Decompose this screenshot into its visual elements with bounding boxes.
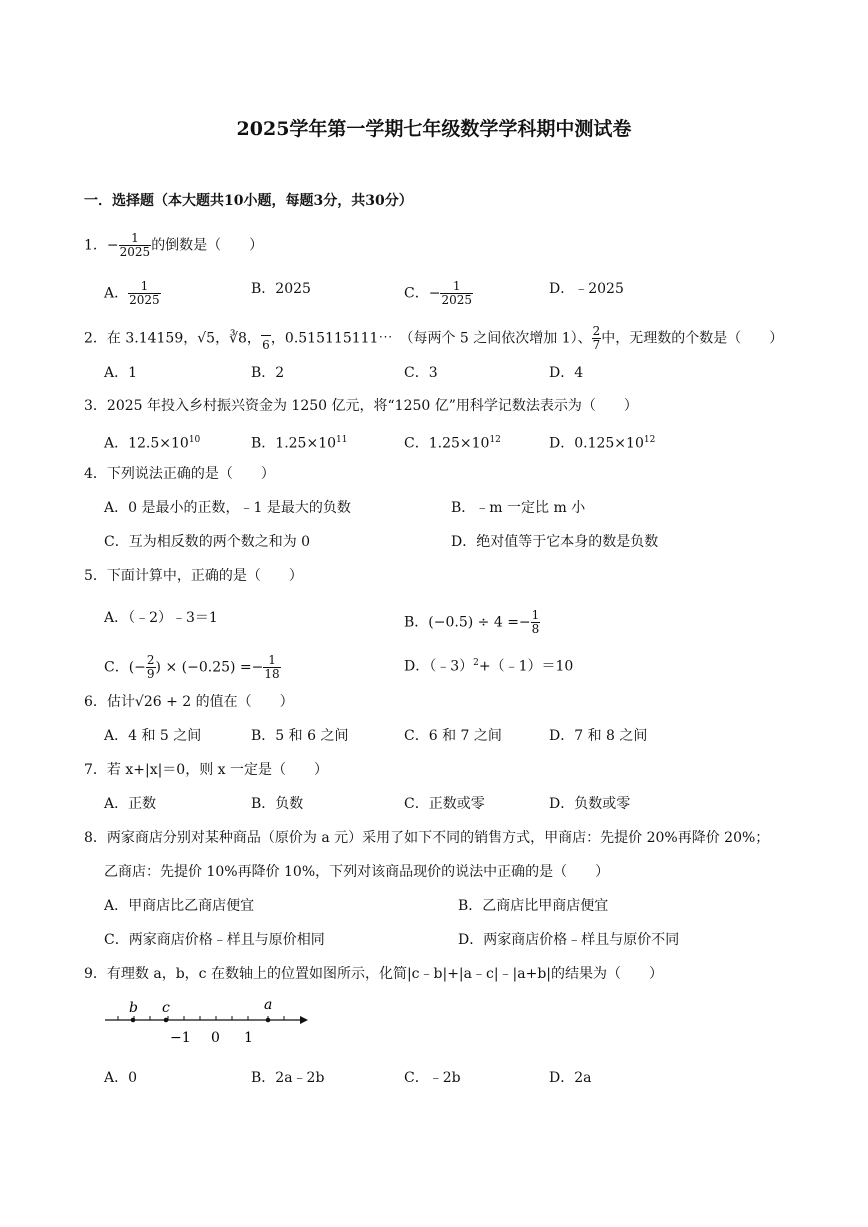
point-c: [164, 1018, 169, 1023]
question-5-stem: 5．下面计算中，正确的是（ ）: [84, 568, 303, 584]
point-a: [266, 1018, 271, 1023]
tick-label-neg1: −1: [170, 1030, 191, 1046]
question-4-option-a[interactable]: A．0 是最小的正数，﹣1 是最大的负数: [104, 500, 351, 516]
fraction: $\frac{2}{7}$: [592, 324, 601, 352]
question-8-option-a[interactable]: A．甲商店比乙商店便宜: [104, 898, 255, 914]
question-3-option-a[interactable]: A．$12.5\times 10^{10}$: [104, 435, 201, 452]
tick-label-1: 1: [244, 1030, 253, 1046]
question-8-stem-line1: 8．两家商店分别对某种商品（原价为 a 元）采用了如下不同的销售方式，甲商店：先提价 20%再降价 20%；: [84, 830, 770, 846]
question-7-option-a[interactable]: A．正数: [104, 796, 157, 812]
question-2-option-c[interactable]: C．3: [404, 365, 438, 381]
tick-label-0: 0: [211, 1030, 220, 1046]
question-9-option-c[interactable]: C．﹣2b: [404, 1070, 461, 1086]
question-2-option-a[interactable]: A．1: [104, 365, 138, 381]
question-7-option-d[interactable]: D．负数或零: [549, 796, 631, 812]
question-1-option-b[interactable]: B．2025: [251, 281, 311, 297]
question-8-option-c[interactable]: C．两家商店价格﹣样且与原价相同: [104, 932, 325, 948]
question-8-stem-line2: 乙商店：先提价 10%再降价 10%，下列对该商品现价的说法中正确的是（ ）: [104, 864, 610, 880]
fraction: 6: [261, 326, 271, 352]
question-1-stem: 1．− $\frac{1}{2025}$ 的倒数是（ ）: [84, 231, 264, 259]
page-title: 2025学年第一学期七年级数学学科期中测试卷: [236, 118, 632, 140]
point-b: [131, 1018, 136, 1023]
question-1-option-c[interactable]: C．− $\frac{1}{2025}$: [404, 279, 472, 307]
fraction: $\frac{2}{9}$: [146, 653, 155, 681]
question-5-option-b[interactable]: B．(−0.5) ÷ 4 =− $\frac{1}{8}$: [404, 608, 540, 636]
question-6-option-a[interactable]: A．4 和 5 之间: [104, 728, 202, 744]
question-3-stem: 3．2025 年投入乡村振兴资金为 1250 亿元，将“1250 亿”用科学记数法表示为（ ）: [84, 398, 638, 414]
question-8-option-b[interactable]: B．乙商店比甲商店便宜: [458, 898, 609, 914]
question-4-option-c[interactable]: C．互为相反数的两个数之和为 0: [104, 534, 311, 550]
fraction: $\frac{1}{2025}$: [129, 279, 160, 307]
number-line-figure: [100, 992, 310, 1048]
arrow-right-icon: [300, 1016, 308, 1024]
question-7-option-c[interactable]: C．正数或零: [404, 796, 485, 812]
question-6-option-c[interactable]: C．6 和 7 之间: [404, 728, 502, 744]
section-heading: 一．选择题（本大题共10小题，每题3分，共30分）: [84, 193, 413, 209]
question-7-stem: 7．若 x+|x|＝0，则 x 一定是（ ）: [84, 762, 329, 778]
question-4-option-d[interactable]: D．绝对值等于它本身的数是负数: [451, 534, 659, 550]
question-2-stem: 2．在 3.14159，√5，∛8， 6 ，0.515115111⋯ （每两个 5 之间依次增加 1）、 $\frac{2}{7}$ 中，无理数的个数是（ ）: [84, 324, 784, 352]
question-4-option-b[interactable]: B．﹣m 一定比 m 小: [451, 500, 586, 516]
label-a: a: [264, 997, 273, 1013]
fraction: $\frac{1}{2025}$: [119, 231, 151, 259]
question-1-option-d[interactable]: D．﹣2025: [549, 281, 624, 297]
question-7-option-b[interactable]: B．负数: [251, 796, 304, 812]
question-3-option-d[interactable]: D．$0.125\times 10^{12}$: [549, 435, 656, 452]
question-6-option-d[interactable]: D．7 和 8 之间: [549, 728, 648, 744]
question-9-option-b[interactable]: B．2a﹣2b: [251, 1070, 325, 1086]
question-2-option-d[interactable]: D．4: [549, 365, 584, 381]
question-9-option-d[interactable]: D．2a: [549, 1070, 592, 1086]
fraction: $\frac{1}{18}$: [264, 653, 280, 681]
question-3-option-c[interactable]: C．$1.25\times 10^{12}$: [404, 435, 501, 452]
question-6-stem: 6．估计√26 + 2 的值在（ ）: [84, 694, 294, 710]
fraction: $\frac{1}{8}$: [531, 608, 540, 636]
question-1-option-a[interactable]: A． $\frac{1}{2025}$: [104, 279, 160, 307]
question-5-option-c[interactable]: C．(− $\frac{2}{9}$ ) × (−0.25) =− $\frac{1}{18}$: [104, 653, 280, 681]
question-8-option-d[interactable]: D．两家商店价格﹣样且与原价不同: [458, 932, 680, 948]
question-9-stem: 9．有理数 a，b，c 在数轴上的位置如图所示，化简|c﹣b|+|a﹣c|﹣|a+b|的结果为（ ）: [84, 966, 664, 982]
question-6-option-b[interactable]: B．5 和 6 之间: [251, 728, 349, 744]
question-9-option-a[interactable]: A．0: [104, 1070, 138, 1086]
label-b: b: [129, 1000, 138, 1016]
question-3-option-b[interactable]: B．$1.25\times 10^{11}$: [251, 435, 348, 452]
question-5-option-a[interactable]: A．（﹣2）﹣3＝1: [104, 610, 218, 626]
label-c: c: [162, 1000, 170, 1016]
fraction: $\frac{1}{2025}$: [441, 279, 472, 307]
question-4-stem: 4．下列说法正确的是（ ）: [84, 466, 275, 482]
question-2-option-b[interactable]: B．2: [251, 365, 285, 381]
question-5-option-d[interactable]: D．（﹣3）$^2$+（﹣1）＝10: [404, 658, 574, 675]
